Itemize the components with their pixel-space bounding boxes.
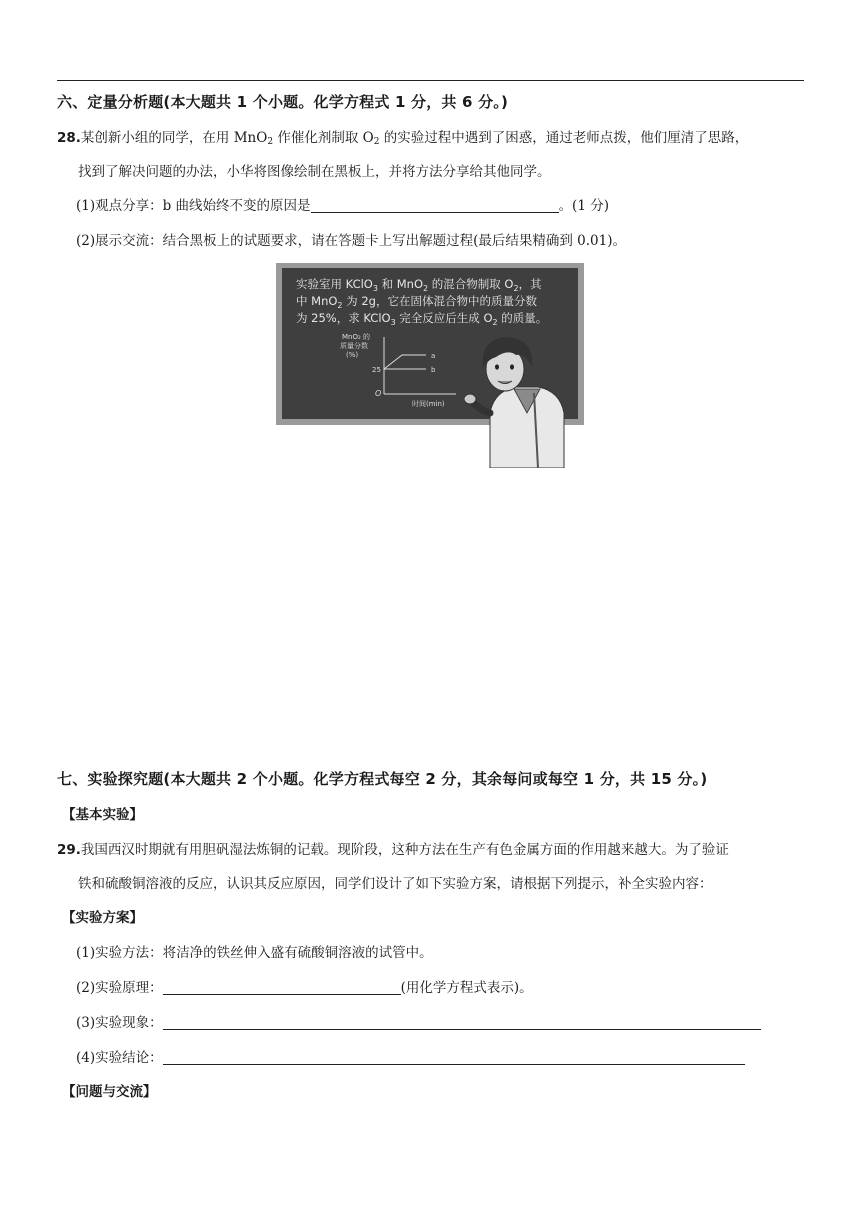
board-curve-b-label: b [431, 366, 436, 374]
q29-step1: (1)实验方法：将洁净的铁丝伸入盛有硫酸铜溶液的试管中。 [76, 945, 433, 961]
board-xlabel: 时间(min) [412, 400, 445, 408]
q29-number: 29. [57, 842, 81, 858]
question-discussion-label: 【问题与交流】 [62, 1084, 157, 1100]
experiment-plan-label: 【实验方案】 [62, 910, 143, 926]
board-ytick-25: 25 [372, 366, 381, 374]
section6-heading: 六、定量分析题(本大题共 1 个小题。化学方程式 1 分，共 6 分。) [57, 93, 509, 111]
q29-step3: (3)实验现象： [76, 1011, 761, 1031]
blackboard-illustration [276, 263, 586, 468]
q28-line2: 找到了解决问题的办法，小华将图像绘制在黑板上，并将方法分享给其他同学。 [78, 164, 551, 180]
answer-blank-q29-phenomenon[interactable] [163, 1015, 761, 1030]
basic-experiment-label: 【基本实验】 [62, 807, 143, 823]
q29-line2: 铁和硫酸铜溶液的反应，认识其反应原因，同学们设计了如下实验方案，请根据下列提示，补全实验内容： [78, 876, 713, 892]
q28-part1: (1)观点分享：b 曲线始终不变的原因是 。(1 分) [76, 198, 609, 214]
q28-part2: (2)展示交流：结合黑板上的试题要求，请在答题卡上写出解题过程(最后结果精确到 0.01)。 [76, 233, 627, 249]
board-text-line3: 为 25%，求 KClO$_3$ 完全反应后生成 $O_2$ 的质量。 [296, 311, 548, 327]
q29-step2: (2)实验原理： (用化学方程式表示)。 [76, 980, 533, 996]
section7-heading: 七、实验探究题(本大题共 2 个小题。化学方程式每空 2 分，其余每问或每空 1 分，共 15 分。) [57, 770, 708, 788]
board-ylabel-2: 质量分数 [340, 342, 368, 350]
answer-blank-q29-principle[interactable] [163, 980, 401, 995]
top-rule [57, 80, 804, 81]
answer-blank-q29-conclusion[interactable] [163, 1050, 745, 1065]
q28-line1: 28.某创新小组的同学，在用 MnO$_2$ 作催化剂制取 $O_2$ 的实验过程中遇到了困惑，通过老师点拨，他们厘清了思路， [57, 130, 749, 147]
board-text-line2: 中 MnO$_2$ 为 2g，它在固体混合物中的质量分数 [296, 294, 537, 310]
q29-line1: 29.我国西汉时期就有用胆矾湿法炼铜的记载。现阶段，这种方法在生产有色金属方面的作用越来越大。为了验证 [57, 842, 729, 858]
board-origin: O [375, 389, 382, 398]
board-ylabel-3: (%) [346, 351, 359, 359]
board-ylabel-1: MnO₂ 的 [342, 333, 371, 341]
board-text-line1: 实验室用 KClO$_3$ 和 MnO$_2$ 的混合物制取 $O_2$，其 [296, 277, 542, 293]
q29-step4: (4)实验结论： [76, 1046, 745, 1066]
q28-number: 28. [57, 130, 81, 146]
answer-blank-q28-1[interactable] [311, 198, 559, 213]
board-curve-a-label: a [431, 352, 436, 360]
blackboard-figure [276, 263, 586, 468]
